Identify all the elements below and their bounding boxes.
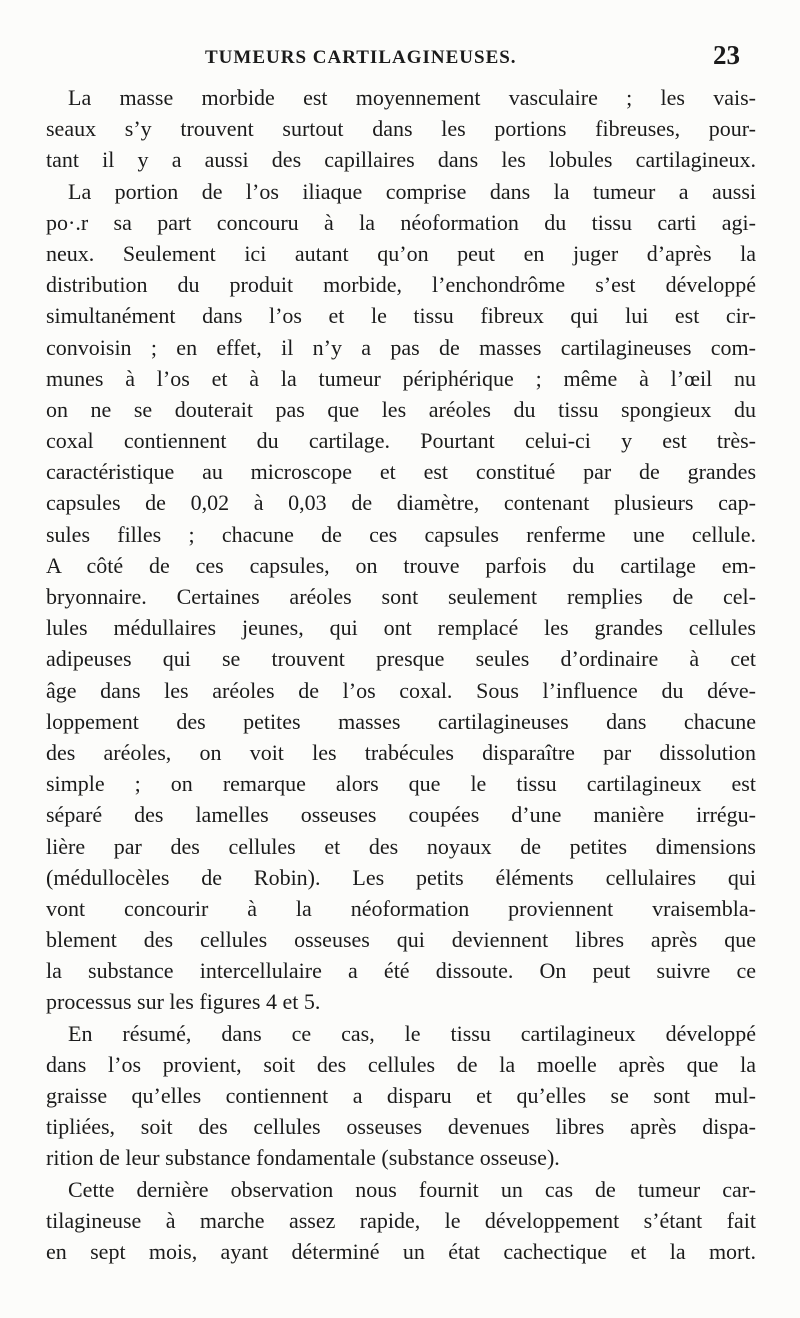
text-line: adipeuses qui se trouvent presque seules d’ordinaire à cet xyxy=(46,646,756,672)
page-header xyxy=(0,36,800,76)
text-line: coxal contiennent du cartilage. Pourtant celui-ci y est très- xyxy=(46,428,756,454)
text-line: Cette dernière observation nous fournit un cas de tumeur car- xyxy=(68,1176,756,1202)
text-line: sules filles ; chacune de ces capsules renferme une cellule. xyxy=(46,521,756,547)
text-line: lière par des cellules et des noyaux de petites dimensions xyxy=(46,833,756,859)
text-line: po·.r sa part concouru à la néoformation du tissu carti agi- xyxy=(46,209,756,235)
text-line: caractéristique au microscope et est constitué par de grandes xyxy=(46,459,756,485)
page-number: 23 xyxy=(713,40,740,70)
text-line: tant il y a aussi des capillaires dans les lobules cartilagineux. xyxy=(46,147,756,173)
text-line: âge dans les aréoles de l’os coxal. Sous l’influence du déve- xyxy=(46,677,756,703)
body-text xyxy=(46,82,756,1267)
text-line: (médullocèles de Robin). Les petits éléments cellulaires qui xyxy=(46,864,756,890)
text-line: La portion de l’os iliaque comprise dans la tumeur a aussi xyxy=(68,178,756,204)
text-line: La masse morbide est moyennement vasculaire ; les vais- xyxy=(68,85,756,110)
text-line: capsules de 0,02 à 0,03 de diamètre, contenant plusieurs cap- xyxy=(46,490,756,516)
running-title: TUMEURS CARTILAGINEUSES. xyxy=(205,47,517,68)
text-line: bryonnaire. Certaines aréoles sont seulement remplies de cel- xyxy=(46,584,756,609)
text-line: simple ; on remarque alors que le tissu cartilagineux est xyxy=(46,771,756,797)
text-line: En résumé, dans ce cas, le tissu cartilagineux développé xyxy=(68,1020,756,1046)
text-line: loppement des petites masses cartilagineuses dans chacune xyxy=(46,708,756,734)
text-line: graisse qu’elles contiennent a disparu et qu’elles se sont mul- xyxy=(46,1083,756,1108)
text-line: distribution du produit morbide, l’enchondrôme s’est développé xyxy=(46,272,756,298)
text-line: la substance intercellulaire a été dissoute. On peut suivre ce xyxy=(46,958,756,984)
text-line: processus sur les figures 4 et 5. xyxy=(46,989,321,1015)
text-line: tilagineuse à marche assez rapide, le développement s’étant fait xyxy=(46,1207,756,1233)
text-line: rition de leur substance fondamentale (substance osseuse). xyxy=(46,1145,560,1171)
text-line: dans l’os provient, soit des cellules de la moelle après que la xyxy=(46,1051,756,1077)
text-line: convoisin ; en effet, il n’y a pas de masses cartilagineuses com- xyxy=(46,334,756,360)
text-line: munes à l’os et à la tumeur périphérique ; même à l’œil nu xyxy=(46,365,756,391)
text-line: neux. Seulement ici autant qu’on peut en juger d’après la xyxy=(46,240,756,266)
text-line: on ne se douterait pas que les aréoles du tissu spongieux du xyxy=(46,396,756,422)
text-line: en sept mois, ayant déterminé un état cachectique et la mort. xyxy=(46,1238,756,1264)
text-line: blement des cellules osseuses qui deviennent libres après que xyxy=(46,927,756,953)
text-line: seaux s’y trouvent surtout dans les portions fibreuses, pour- xyxy=(46,116,756,142)
text-line: tipliées, soit des cellules osseuses devenues libres après dispa- xyxy=(46,1114,756,1140)
text-line: simultanément dans l’os et le tissu fibreux qui lui est cir- xyxy=(46,303,756,329)
text-line: lules médullaires jeunes, qui ont remplacé les grandes cellules xyxy=(46,615,756,641)
text-line: des aréoles, on voit les trabécules disparaître par dissolution xyxy=(46,739,756,765)
text-line: A côté de ces capsules, on trouve parfois du cartilage em- xyxy=(46,552,756,578)
text-line: séparé des lamelles osseuses coupées d’une manière irrégu- xyxy=(46,802,756,828)
text-line: vont concourir à la néoformation proviennent vraisembla- xyxy=(46,895,756,921)
